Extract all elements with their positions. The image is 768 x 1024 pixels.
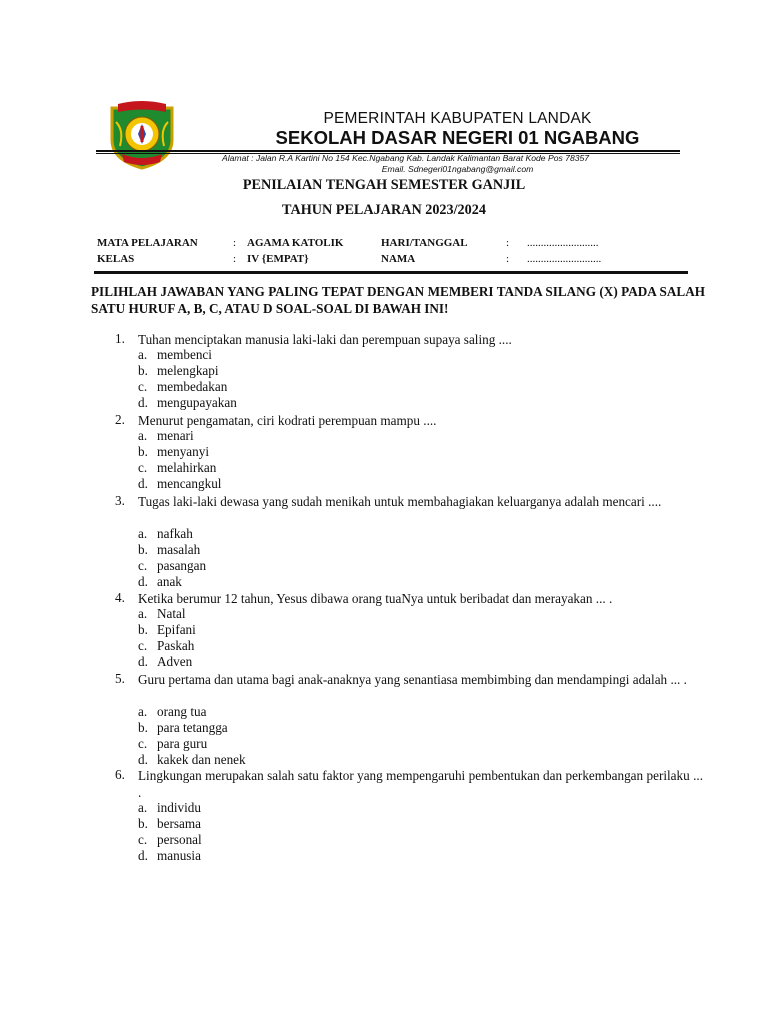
- option-c[interactable]: [0, 736, 400, 752]
- question-number: 2.: [115, 412, 125, 427]
- option-d[interactable]: [0, 574, 400, 590]
- option-a[interactable]: [0, 347, 400, 363]
- option-c[interactable]: [0, 379, 400, 395]
- name-label: NAMA: [381, 253, 416, 265]
- option-letter: d.: [138, 848, 148, 863]
- date-colon: :: [506, 237, 510, 249]
- option-letter: c.: [138, 736, 148, 751]
- option-text: para guru: [157, 736, 208, 751]
- option-c[interactable]: [0, 832, 400, 848]
- question-number: 6.: [115, 767, 125, 782]
- instruction: PILIHLAH JAWABAN YANG PALING TEPAT DENGAN MEMBERI TANDA SILANG (X) PADA SALAH SATU HURUF A, B, C, ATAU D SOAL-SOAL DI BAWAH INI!: [91, 284, 705, 316]
- option-letter: b.: [138, 363, 148, 378]
- option-letter: b.: [138, 444, 148, 459]
- option-d[interactable]: [0, 752, 400, 768]
- option-text: pasangan: [157, 558, 207, 573]
- option-d[interactable]: [0, 848, 400, 864]
- option-d[interactable]: [0, 654, 400, 670]
- option-text: Paskah: [157, 638, 195, 653]
- school-name: SEKOLAH DASAR NEGERI 01 NGABANG: [275, 127, 640, 148]
- subject-value: AGAMA KATOLIK: [247, 237, 344, 249]
- option-text: para tetangga: [157, 720, 228, 735]
- option-a[interactable]: [0, 704, 400, 720]
- option-letter: c.: [138, 558, 148, 573]
- option-text: nafkah: [157, 526, 193, 541]
- class-colon: :: [233, 253, 237, 265]
- option-text: personal: [157, 832, 202, 847]
- question-text: Lingkungan merupakan salah satu faktor yang mempengaruhi pembentukan dan perkembangan perilaku ... .: [138, 768, 703, 800]
- option-letter: a.: [138, 800, 148, 815]
- option-letter: b.: [138, 720, 148, 735]
- name-colon: :: [506, 253, 510, 265]
- question-number: 3.: [115, 493, 125, 508]
- question-text: Menurut pengamatan, ciri kodrati perempuan mampu ....: [138, 413, 437, 428]
- option-b[interactable]: [0, 542, 400, 558]
- option-letter: d.: [138, 654, 148, 669]
- option-letter: a.: [138, 347, 148, 362]
- option-text: menyanyi: [157, 444, 210, 459]
- question-text: Ketika berumur 12 tahun, Yesus dibawa orang tuaNya untuk beribadat dan merayakan ... .: [138, 591, 613, 606]
- option-text: bersama: [157, 816, 201, 831]
- date-label: HARI/TANGGAL: [381, 237, 468, 249]
- option-a[interactable]: [0, 606, 400, 622]
- option-letter: b.: [138, 622, 148, 637]
- option-text: orang tua: [157, 704, 207, 719]
- option-letter: a.: [138, 526, 148, 541]
- option-letter: c.: [138, 832, 148, 847]
- option-text: menari: [157, 428, 194, 443]
- option-letter: b.: [138, 542, 148, 557]
- option-b[interactable]: [0, 816, 400, 832]
- option-a[interactable]: [0, 526, 400, 542]
- question-text: Tuhan menciptakan manusia laki-laki dan perempuan supaya saling ....: [138, 332, 512, 347]
- option-b[interactable]: [0, 720, 400, 736]
- exam-year: TAHUN PELAJARAN 2023/2024: [282, 202, 486, 218]
- option-text: Natal: [157, 606, 186, 621]
- option-text: manusia: [157, 848, 201, 863]
- option-letter: a.: [138, 428, 148, 443]
- option-c[interactable]: [0, 638, 400, 654]
- option-letter: d.: [138, 752, 148, 767]
- option-letter: d.: [138, 574, 148, 589]
- option-c[interactable]: [0, 460, 400, 476]
- option-text: kakek dan nenek: [157, 752, 246, 767]
- option-text: membedakan: [157, 379, 228, 394]
- option-letter: d.: [138, 476, 148, 491]
- option-text: mencangkul: [157, 476, 222, 491]
- school-email: Email. Sdnegeri01ngabang@gmail.com: [381, 164, 534, 174]
- question-number: 5.: [115, 671, 125, 686]
- option-c[interactable]: [0, 558, 400, 574]
- option-letter: a.: [138, 606, 148, 621]
- option-letter: b.: [138, 816, 148, 831]
- option-b[interactable]: [0, 444, 400, 460]
- option-text: membenci: [157, 347, 212, 362]
- question-text: Tugas laki-laki dewasa yang sudah menikah untuk membahagiakan keluarganya adalah mencari ....: [138, 494, 662, 509]
- option-letter: c.: [138, 460, 148, 475]
- option-text: Adven: [157, 654, 193, 669]
- option-a[interactable]: [0, 800, 400, 816]
- subject-label: MATA PELAJARAN: [97, 237, 198, 249]
- identity-divider: [94, 271, 688, 274]
- option-text: masalah: [157, 542, 201, 557]
- government-name: PEMERINTAH KABUPATEN LANDAK: [323, 110, 592, 127]
- subject-colon: :: [233, 237, 237, 249]
- option-b[interactable]: [0, 363, 400, 379]
- name-field: ...........................: [527, 253, 602, 265]
- class-value: IV {EMPAT}: [247, 253, 309, 265]
- question-number: 1.: [115, 331, 125, 346]
- option-text: individu: [157, 800, 201, 815]
- option-letter: a.: [138, 704, 148, 719]
- question-text: Guru pertama dan utama bagi anak-anaknya yang senantiasa membimbing dan mendampingi adalah ... .: [138, 672, 687, 687]
- option-text: Epifani: [157, 622, 196, 637]
- class-label: KELAS: [97, 253, 135, 265]
- exam-title: PENILAIAN TENGAH SEMESTER GANJIL: [242, 177, 526, 193]
- option-d[interactable]: [0, 395, 400, 411]
- option-letter: d.: [138, 395, 148, 410]
- school-address: Alamat : Jalan R.A Kartini No 154 Kec.Ngabang Kab. Landak Kalimantan Barat Kode Pos 78357: [222, 153, 590, 163]
- option-text: melengkapi: [157, 363, 219, 378]
- date-field: ..........................: [527, 237, 599, 249]
- option-text: anak: [157, 574, 182, 589]
- option-text: melahirkan: [157, 460, 217, 475]
- question-number: 4.: [115, 590, 125, 605]
- option-letter: c.: [138, 638, 148, 653]
- option-b[interactable]: [0, 622, 400, 638]
- option-letter: c.: [138, 379, 148, 394]
- option-text: mengupayakan: [157, 395, 237, 410]
- option-d[interactable]: [0, 476, 400, 492]
- letterhead: [0, 0, 768, 180]
- option-a[interactable]: [0, 428, 400, 444]
- letterhead-rule: [96, 150, 680, 152]
